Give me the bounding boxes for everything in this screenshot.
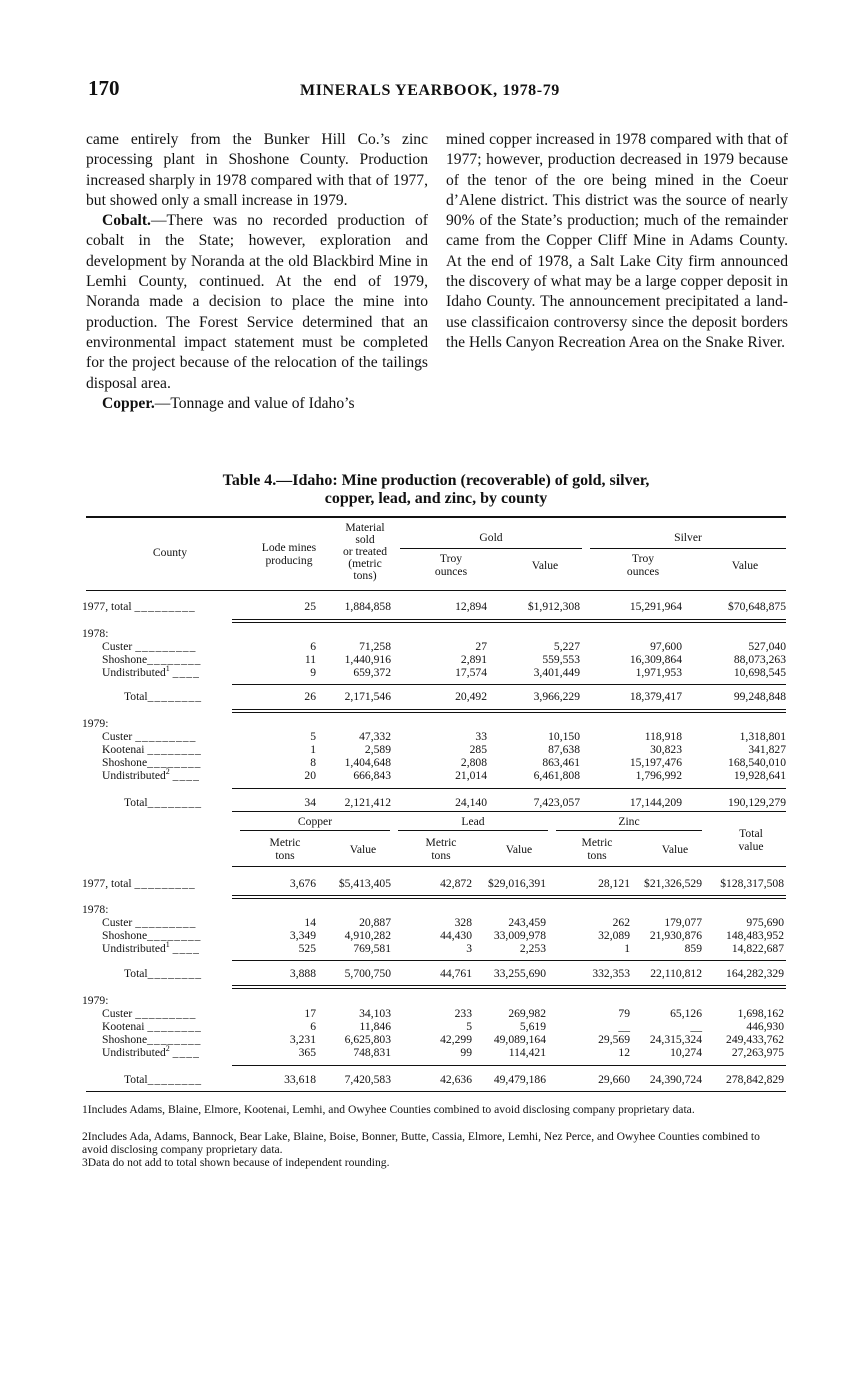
- copper-tons-cell: 3,231: [289, 1033, 316, 1046]
- gold-value-cell: 863,461: [542, 756, 580, 769]
- leader-dots: ________: [147, 653, 202, 666]
- zinc-tons-cell: 79: [618, 1007, 630, 1020]
- footnote-1: 1Includes Adams, Blaine, Elmore, Kootenai, Lemhi, and Owyhee Counties combined to avoid disclosing company proprietary data.: [82, 1103, 695, 1116]
- lead-header: Lead: [461, 815, 485, 828]
- silver-troy-cell: 1,796,992: [635, 769, 682, 782]
- row-label-1977-total: [82, 600, 196, 613]
- copper-tons-cell: 3,349: [289, 929, 316, 942]
- row-label-1979: 1979:: [82, 717, 109, 730]
- label-shoshone-text: Shoshone: [102, 756, 148, 769]
- zinc-tons-cell: 29,569: [598, 1033, 630, 1046]
- gold-troy-cell: 285: [469, 743, 487, 756]
- copper-tons-cell: 33,618: [284, 1073, 316, 1086]
- lead-tons-cell: 99: [460, 1046, 472, 1059]
- leader-dots: ____: [172, 769, 200, 782]
- lode-mines-cell: 1: [310, 743, 316, 756]
- lead-tons-cell: 42,872: [440, 877, 472, 890]
- zinc-value-cell: __: [690, 1020, 702, 1033]
- gold-troy-header-2: ounces: [434, 565, 468, 578]
- zinc-value-cell: 21,930,876: [649, 929, 702, 942]
- rule2-1979-b: [232, 988, 786, 989]
- gold-value-cell: 5,227: [553, 640, 580, 653]
- row-label-1978-undistributed: [102, 666, 200, 679]
- silver-troy-cell: 118,918: [644, 730, 682, 743]
- label-1977-total-text: 1977, total: [82, 600, 132, 613]
- copper-value-cell: 6,625,803: [344, 1033, 391, 1046]
- running-head: MINERALS YEARBOOK, 1978-79: [300, 82, 560, 99]
- lead-value-cell: 49,479,186: [493, 1073, 546, 1086]
- zinc-value-cell: 10,274: [670, 1046, 702, 1059]
- leader-dots: ________: [147, 690, 203, 703]
- silver-value-header: Value: [731, 559, 759, 572]
- right-paragraph-1: mined copper increased in 1978 compared with that of 1977; however, production decreased in 1979 because of the tenor of the ore being mined in the Coeur d’Alene district. This district was the source of nearly 90% of the State’s production; much of the remainder came from the Copper Cliff Mine in Adams County. At the end of 1978, a Salt Lake City firm announced the discovery of what may be a large copper deposit in Idaho County. The announcement precipitated a land-use classificaion controversy since the deposit borders the Hells Canyon Recreation Area on the Snake River.: [446, 131, 788, 351]
- zinc-tons-cell: __: [618, 1020, 630, 1033]
- lode-mines-cell: 25: [304, 600, 316, 613]
- gold-value-cell: 3,401,449: [533, 666, 580, 679]
- left-paragraph-copper: [86, 394, 428, 414]
- header-bottom-rule: [86, 590, 786, 591]
- label-undistributed-text: Undistributed: [102, 666, 166, 679]
- copper-text: —Tonnage and value of Idaho’s: [154, 394, 355, 412]
- zinc-tons-cell: 28,121: [598, 877, 630, 890]
- row2-label-1978-custer: [102, 916, 196, 929]
- row2-label-1979-shoshone: [102, 1033, 201, 1046]
- copper-value-cell: 20,887: [359, 916, 391, 929]
- copper-tons-cell: 17: [304, 1007, 316, 1020]
- silver-value-cell: 1,318,801: [739, 730, 786, 743]
- leader-dots: ________: [147, 796, 203, 809]
- cobalt-text: —There was no recorded production of cobalt in the State; however, exploration and development by Noranda at the old Blackbird Mine in Lemhi County, continued. At the end of 1979, Noranda made a decision to place the mine into production. The Forest Service determined that an environmental impact statement must be completed for the project because of the relocation of the tailings disposal area.: [86, 212, 428, 392]
- silver-header: Silver: [674, 531, 702, 544]
- label-custer-text: Custer: [102, 916, 133, 929]
- gold-value-cell: 87,638: [548, 743, 580, 756]
- gold-value-header: Value: [531, 559, 559, 572]
- silver-value-cell: $70,648,875: [728, 600, 786, 613]
- gold-troy-cell: 2,891: [460, 653, 487, 666]
- total-value-cell: 27,263,975: [731, 1046, 784, 1059]
- lode-mines-cell: 9: [310, 666, 316, 679]
- part1-bottom-rule: [232, 811, 786, 812]
- lead-tons-cell: 42,636: [440, 1073, 472, 1086]
- copper-tons-cell: 365: [298, 1046, 316, 1059]
- material-header-5: tons): [353, 569, 377, 582]
- footnote-mark-1: 1: [165, 940, 170, 950]
- copper-value-cell: 769,581: [353, 942, 391, 955]
- row2-label-1979-custer: [102, 1007, 196, 1020]
- lead-tons-cell: 44,430: [440, 929, 472, 942]
- lead-value-cell: 5,619: [519, 1020, 546, 1033]
- total-value-header-1: Total: [739, 827, 763, 840]
- label-shoshone-text: Shoshone: [102, 1033, 148, 1046]
- zinc-tons-cell: 332,353: [592, 967, 630, 980]
- gold-troy-cell: 2,808: [460, 756, 487, 769]
- leader-dots: ____: [172, 666, 200, 679]
- gold-troy-header-1: Troy: [439, 552, 463, 565]
- row2-label-1978-undistributed: [102, 942, 200, 955]
- lead-metric-header-1: Metric: [425, 836, 457, 849]
- silver-troy-cell: 16,309,864: [629, 653, 682, 666]
- total-value-cell: 148,483,952: [726, 929, 784, 942]
- page-number: 170: [88, 76, 120, 100]
- total-value-cell: 975,690: [746, 916, 784, 929]
- label-undistributed-text: Undistributed: [102, 769, 166, 782]
- leader-dots: ________: [147, 1020, 202, 1033]
- footnote-3: 3Data do not add to total shown because of independent rounding.: [82, 1156, 390, 1169]
- material-header-2: sold: [355, 533, 375, 546]
- zinc-value-cell: 65,126: [670, 1007, 702, 1020]
- copper-value-cell: 7,420,583: [344, 1073, 391, 1086]
- silver-value-cell: 190,129,279: [728, 796, 786, 809]
- leader-dots: ________: [147, 1033, 202, 1046]
- silver-troy-cell: 15,291,964: [629, 600, 682, 613]
- material-cell: 2,589: [364, 743, 391, 756]
- label-total-text: Total: [124, 690, 148, 703]
- lode-mines-cell: 26: [304, 690, 316, 703]
- row-label-1979-kootenai: [102, 743, 202, 756]
- label-custer-text: Custer: [102, 1007, 133, 1020]
- label-shoshone-text: Shoshone: [102, 929, 148, 942]
- gold-header-rule: [400, 548, 582, 549]
- lead-tons-cell: 3: [466, 942, 472, 955]
- zinc-tons-cell: 262: [612, 916, 630, 929]
- leader-dots: _________: [135, 730, 197, 743]
- row2-label-1977-total: [82, 877, 196, 890]
- silver-troy-cell: 18,379,417: [629, 690, 682, 703]
- lode-mines-cell: 20: [304, 769, 316, 782]
- footnote-mark-1: 1: [165, 664, 170, 674]
- table-title-line-1: Table 4.—Idaho: Mine production (recoverable) of gold, silver,: [222, 472, 650, 489]
- row-label-1979-total: [124, 796, 202, 809]
- row2-label-1979-kootenai: [102, 1020, 202, 1033]
- lead-tons-cell: 44,761: [440, 967, 472, 980]
- row2-label-1979-total: [124, 1073, 202, 1086]
- lead-value-cell: 33,255,690: [493, 967, 546, 980]
- leader-dots: ____: [172, 1046, 200, 1059]
- cobalt-lead: Cobalt.: [102, 212, 151, 230]
- gold-troy-cell: 12,894: [455, 600, 487, 613]
- gold-troy-cell: 17,574: [455, 666, 487, 679]
- leader-dots: ____: [172, 942, 200, 955]
- zinc-value-cell: 22,110,812: [650, 967, 702, 980]
- part2-header-bottom-rule: [232, 866, 786, 867]
- leader-dots: ________: [147, 1073, 203, 1086]
- zinc-metric-header-1: Metric: [581, 836, 613, 849]
- lead-tons-cell: 5: [466, 1020, 472, 1033]
- silver-troy-header-2: ounces: [626, 565, 660, 578]
- rule-1978-a: [232, 619, 786, 620]
- row-label-1978: 1978:: [82, 627, 109, 640]
- copper-header: Copper: [297, 815, 333, 828]
- gold-value-cell: 10,150: [548, 730, 580, 743]
- material-header-3: or treated: [342, 545, 388, 558]
- row-label-1979-undistributed: [102, 769, 200, 782]
- lead-tons-cell: 233: [454, 1007, 472, 1020]
- silver-value-cell: 10,698,545: [733, 666, 786, 679]
- silver-value-cell: 527,040: [748, 640, 786, 653]
- zinc-value-cell: $21,326,529: [644, 877, 702, 890]
- leader-dots: _________: [135, 1007, 197, 1020]
- rule2-1978-b: [232, 898, 786, 899]
- total-value-cell: 164,282,329: [726, 967, 784, 980]
- label-1977-total-text: 1977, total: [82, 877, 132, 890]
- zinc-tons-cell: 1: [624, 942, 630, 955]
- footnote-mark-2: 2: [165, 1044, 170, 1054]
- silver-troy-cell: 1,971,953: [635, 666, 682, 679]
- material-cell: 71,258: [359, 640, 391, 653]
- lead-value-cell: 269,982: [508, 1007, 546, 1020]
- label-total-text: Total: [124, 1073, 148, 1086]
- copper-value-cell: 11,846: [359, 1020, 391, 1033]
- label-total-text: Total: [124, 796, 148, 809]
- left-paragraph-1: came entirely from the Bunker Hill Co.’s zinc processing plant in Shoshone County. Production increased sharply in 1978 compared with that of 1977, but showed only a small increase in 1979.: [86, 131, 428, 209]
- copper-value-cell: 748,831: [353, 1046, 391, 1059]
- lode-mines-cell: 11: [304, 653, 316, 666]
- gold-value-cell: 559,553: [542, 653, 580, 666]
- silver-troy-cell: 30,823: [650, 743, 682, 756]
- material-cell: 2,171,546: [344, 690, 391, 703]
- label-total-text: Total: [124, 967, 148, 980]
- gold-header: Gold: [479, 531, 503, 544]
- lode-mines-header-2: producing: [265, 554, 313, 567]
- copper-tons-cell: 525: [298, 942, 316, 955]
- zinc-value-cell: 24,315,324: [649, 1033, 702, 1046]
- gold-value-cell: $1,912,308: [527, 600, 580, 613]
- material-cell: 2,121,412: [344, 796, 391, 809]
- zinc-tons-cell: 32,089: [598, 929, 630, 942]
- row2-label-1978-total: [124, 967, 202, 980]
- lead-tons-cell: 328: [454, 916, 472, 929]
- material-cell: 659,372: [353, 666, 391, 679]
- total-value-cell: 1,698,162: [737, 1007, 784, 1020]
- copper-tons-cell: 14: [304, 916, 316, 929]
- zinc-header-rule: [556, 830, 702, 831]
- rule2-1978-a: [232, 895, 786, 896]
- table-title: [86, 472, 786, 508]
- lead-value-header: Value: [505, 843, 533, 856]
- label-undistributed-text: Undistributed: [102, 942, 166, 955]
- rule-1979-a: [232, 709, 786, 710]
- silver-value-cell: 19,928,641: [733, 769, 786, 782]
- lode-mines-cell: 34: [304, 796, 316, 809]
- lode-mines-cell: 5: [310, 730, 316, 743]
- material-cell: 1,404,648: [344, 756, 391, 769]
- leader-dots: ________: [147, 756, 202, 769]
- copper-metric-header-2: tons: [275, 849, 295, 862]
- rule-1979-total-above: [232, 788, 786, 789]
- lode-mines-cell: 8: [310, 756, 316, 769]
- copper-value-cell: 34,103: [359, 1007, 391, 1020]
- zinc-value-cell: 859: [684, 942, 702, 955]
- lode-mines-cell: 6: [310, 640, 316, 653]
- zinc-tons-cell: 29,660: [598, 1073, 630, 1086]
- lead-value-cell: 2,253: [519, 942, 546, 955]
- lead-value-cell: 114,421: [508, 1046, 546, 1059]
- zinc-tons-cell: 12: [618, 1046, 630, 1059]
- footnote-mark-2: 2: [165, 767, 170, 777]
- zinc-header: Zinc: [618, 815, 640, 828]
- copper-value-cell: $5,413,405: [338, 877, 391, 890]
- leader-dots: _________: [135, 916, 197, 929]
- copper-tons-cell: 3,888: [289, 967, 316, 980]
- silver-value-cell: 168,540,010: [728, 756, 786, 769]
- label-undistributed-text: Undistributed: [102, 1046, 166, 1059]
- gold-troy-cell: 27: [475, 640, 487, 653]
- row-label-1979-shoshone: [102, 756, 201, 769]
- row2-label-1978-shoshone: [102, 929, 201, 942]
- material-cell: 47,332: [359, 730, 391, 743]
- right-column: [446, 130, 788, 353]
- lode-mines-header-1: Lode mines: [261, 541, 317, 554]
- lead-value-cell: 243,459: [508, 916, 546, 929]
- gold-value-cell: 7,423,057: [533, 796, 580, 809]
- table-top-rule: [86, 516, 786, 518]
- total-value-header-2: value: [738, 840, 764, 853]
- row-label-1978-shoshone: [102, 653, 201, 666]
- label-kootenai-text: Kootenai: [102, 1020, 145, 1033]
- rule2-1979-total-above: [232, 1065, 786, 1066]
- material-header-4: (metric: [348, 557, 382, 570]
- material-cell: 1,440,916: [344, 653, 391, 666]
- silver-value-cell: 99,248,848: [733, 690, 786, 703]
- material-cell: 666,843: [353, 769, 391, 782]
- label-custer-text: Custer: [102, 640, 133, 653]
- gold-troy-cell: 20,492: [455, 690, 487, 703]
- leader-dots: _________: [135, 640, 197, 653]
- material-cell: 1,884,858: [344, 600, 391, 613]
- left-paragraph-cobalt: [86, 211, 428, 394]
- rule-1978-b: [232, 622, 786, 623]
- table-title-line-2: copper, lead, and zinc, by county: [324, 490, 548, 507]
- zinc-metric-header-2: tons: [587, 849, 607, 862]
- table-bottom-rule: [86, 1091, 786, 1092]
- left-column: [86, 130, 428, 414]
- total-value-cell: $128,317,508: [720, 877, 784, 890]
- label-custer-text: Custer: [102, 730, 133, 743]
- footnote-2: 2Includes Ada, Adams, Bannock, Bear Lake, Blaine, Boise, Bonner, Butte, Cassia, Elmore, Lemhi, Nez Perce, and Owyhee Counties combined to avoid disclosing company proprietary data.: [82, 1130, 760, 1156]
- copper-metric-header-1: Metric: [269, 836, 301, 849]
- county-header: County: [152, 546, 188, 559]
- silver-value-cell: 88,073,263: [733, 653, 786, 666]
- rule2-1978-total-above: [232, 960, 786, 961]
- lead-metric-header-2: tons: [431, 849, 451, 862]
- row2-label-1979: 1979:: [82, 994, 109, 1007]
- silver-troy-header-1: Troy: [631, 552, 655, 565]
- lead-value-cell: $29,016,391: [488, 877, 546, 890]
- gold-troy-cell: 33: [475, 730, 487, 743]
- copper-value-cell: 4,910,282: [344, 929, 391, 942]
- zinc-value-cell: 24,390,724: [649, 1073, 702, 1086]
- silver-troy-cell: 15,197,476: [629, 756, 682, 769]
- copper-header-rule: [240, 830, 390, 831]
- silver-troy-cell: 97,600: [650, 640, 682, 653]
- leader-dots: ________: [147, 967, 203, 980]
- copper-value-header: Value: [349, 843, 377, 856]
- row-label-1978-total: [124, 690, 202, 703]
- silver-troy-cell: 17,144,209: [629, 796, 682, 809]
- zinc-value-header: Value: [661, 843, 689, 856]
- lead-header-rule: [398, 830, 548, 831]
- label-kootenai-text: Kootenai: [102, 743, 145, 756]
- lead-value-cell: 33,009,978: [493, 929, 546, 942]
- rule-1979-b: [232, 712, 786, 713]
- silver-header-rule: [590, 548, 786, 549]
- lead-tons-cell: 42,299: [440, 1033, 472, 1046]
- copper-value-cell: 5,700,750: [344, 967, 391, 980]
- gold-value-cell: 6,461,808: [533, 769, 580, 782]
- leader-dots: ________: [147, 929, 202, 942]
- total-value-cell: 249,433,762: [726, 1033, 784, 1046]
- row-label-1979-custer: [102, 730, 196, 743]
- leader-dots: _________: [134, 877, 196, 890]
- row2-label-1979-undistributed: [102, 1046, 200, 1059]
- copper-tons-cell: 6: [310, 1020, 316, 1033]
- material-header-1: Material: [345, 521, 385, 534]
- copper-tons-cell: 3,676: [289, 877, 316, 890]
- row2-label-1978: 1978:: [82, 903, 109, 916]
- lead-value-cell: 49,089,164: [493, 1033, 546, 1046]
- gold-value-cell: 3,966,229: [533, 690, 580, 703]
- rule2-1979-a: [232, 985, 786, 986]
- total-value-cell: 14,822,687: [731, 942, 784, 955]
- leader-dots: ________: [147, 743, 202, 756]
- silver-value-cell: 341,827: [748, 743, 786, 756]
- copper-lead: Copper.: [102, 394, 155, 412]
- total-value-cell: 278,842,829: [726, 1073, 784, 1086]
- gold-troy-cell: 24,140: [455, 796, 487, 809]
- zinc-value-cell: 179,077: [664, 916, 702, 929]
- gold-troy-cell: 21,014: [455, 769, 487, 782]
- total-value-cell: 446,930: [746, 1020, 784, 1033]
- leader-dots: _________: [134, 600, 196, 613]
- label-shoshone-text: Shoshone: [102, 653, 148, 666]
- rule-1978-total-above: [232, 684, 786, 685]
- row-label-1978-custer: [102, 640, 196, 653]
